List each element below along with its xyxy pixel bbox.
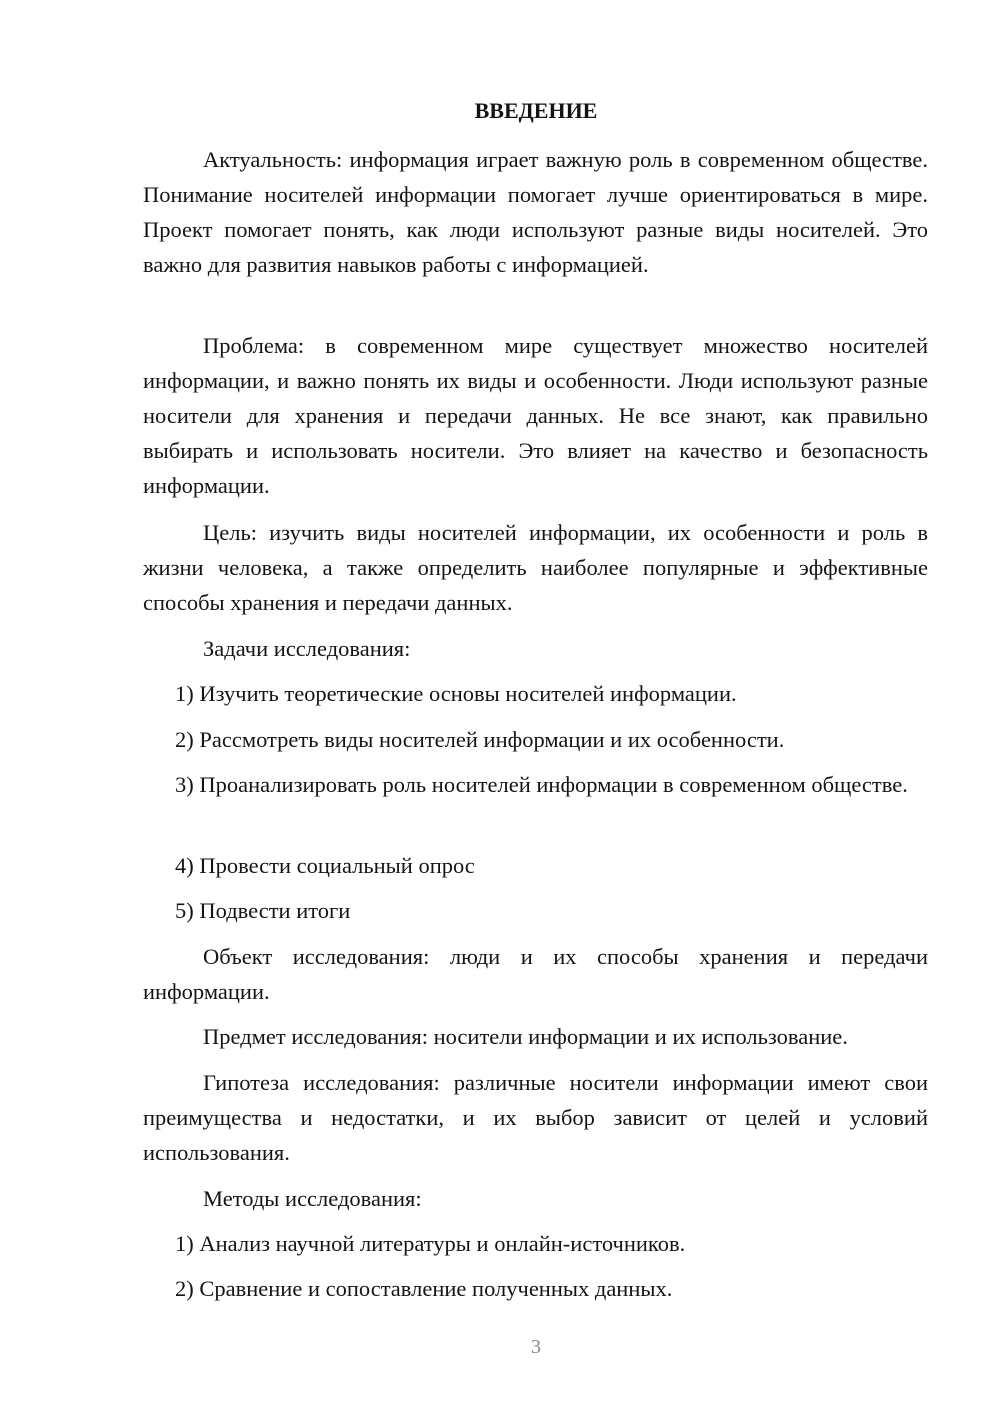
- subject-paragraph: Предмет исследования: носители информации и их использование.: [203, 1024, 848, 1049]
- problem-paragraph: Проблема: в современном мире существует множество носителей информации, и важно понять их виды и особенности. Люди используют разные носители для хранения и передачи данных. Не все знают, как правильно выбирать и использовать носители. Это влияет на качество и безопасность информации.: [143, 333, 928, 498]
- relevance-paragraph: Актуальность: информация играет важную роль в современном обществе. Понимание носителей информации помогает лучше ориентироваться в мире. Проект помогает понять, как люди используют разные виды носителей. Это важно для развития навыков работы с информацией.: [143, 147, 928, 277]
- page-title: ВВЕДЕНИЕ: [474, 98, 598, 123]
- methods-title: Методы исследования:: [203, 1186, 422, 1211]
- task-item: 3) Проанализировать роль носителей информации в современном обществе.: [175, 772, 908, 797]
- goal-paragraph: Цель: изучить виды носителей информации, их особенности и роль в жизни человека, а также определить наиболее популярные и эффективные способы хранения и передачи данных.: [143, 520, 928, 615]
- task-item: 1) Изучить теоретические основы носителей информации.: [175, 681, 737, 706]
- task-item: 2) Рассмотреть виды носителей информации и их особенности.: [175, 727, 785, 752]
- object-paragraph: Объект исследования: люди и их способы хранения и передачи информации.: [143, 944, 928, 1004]
- tasks-title: Задачи исследования:: [203, 636, 411, 661]
- hypothesis-paragraph: Гипотеза исследования: различные носители информации имеют свои преимущества и недостатки, и их выбор зависит от целей и условий использования.: [143, 1070, 928, 1165]
- task-item: 4) Провести социальный опрос: [175, 853, 475, 878]
- method-item: 1) Анализ научной литературы и онлайн-источников.: [175, 1231, 686, 1256]
- task-item: 5) Подвести итоги: [175, 898, 351, 923]
- method-item: 2) Сравнение и сопоставление полученных данных.: [175, 1276, 673, 1301]
- page-number: 3: [531, 1336, 541, 1358]
